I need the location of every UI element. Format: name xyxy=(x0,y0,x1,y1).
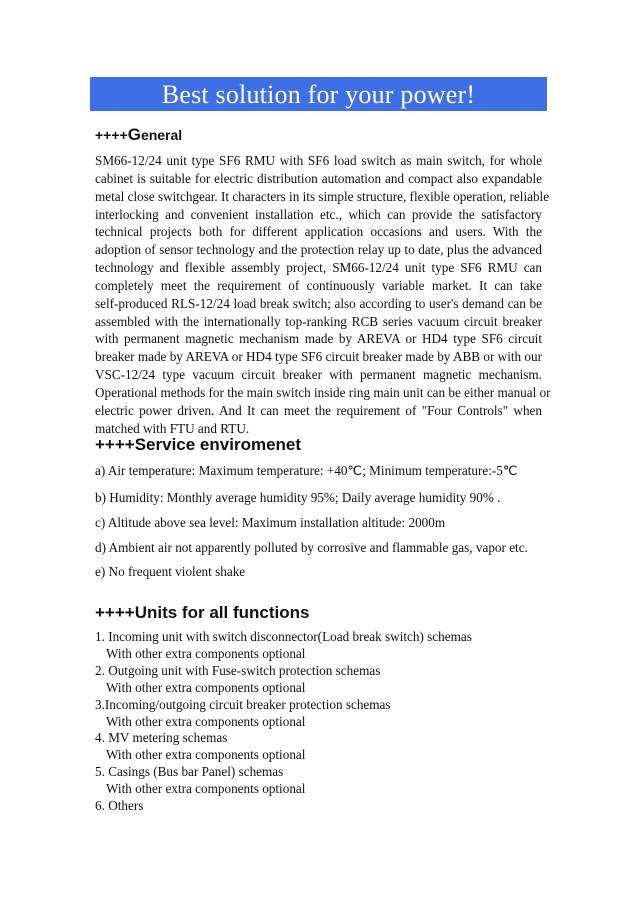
paragraph-line: matched with FTU and RTU. xyxy=(95,420,250,436)
paragraph-line: interlocking and convenient installation etc., which can provide the satisfactory xyxy=(95,206,542,222)
paragraph-line: technology and flexible assembly project, SM66-12/24 unit type SF6 RMU can xyxy=(95,260,542,276)
paragraph-line: breaker made by AREVA or HD4 type SF6 circuit breaker made by ABB or with our xyxy=(95,349,542,365)
banner-title: Best solution for your power! xyxy=(90,77,547,111)
list-item: 4. MV metering schemas xyxy=(95,730,228,746)
list-item-note: With other extra components optional xyxy=(106,781,306,797)
heading-initial: G xyxy=(127,125,141,144)
service-item-shake: e) No frequent violent shake xyxy=(95,564,246,579)
paragraph-line: Operational methods for the main switch inside ring main unit can be either manual or xyxy=(95,384,551,400)
list-item: 5. Casings (Bus bar Panel) schemas xyxy=(95,764,284,780)
paragraph-line: VSC-12/24 type vacuum circuit breaker with permanent magnetic mechanism. xyxy=(95,367,542,383)
section-heading-service: ++++Service enviromenet xyxy=(95,435,302,454)
paragraph-line: SM66-12/24 unit type SF6 RMU with SF6 load switch as main switch, for whole xyxy=(95,153,542,168)
service-item-altitude: c) Altitude above sea level: Maximum installation altitude: 2000m xyxy=(95,515,446,530)
section-heading-units: ++++Units for all functions xyxy=(95,603,310,622)
paragraph-line: adoption of sensor technology and the protection relay up to date, plus the advanced xyxy=(95,242,542,258)
paragraph-line: assembled with the internationally top-ranking RCB series vacuum circuit breaker xyxy=(95,313,542,329)
list-item-note: With other extra components optional xyxy=(106,645,306,661)
list-item-note: With other extra components optional xyxy=(106,747,306,763)
list-item-note: With other extra components optional xyxy=(106,713,306,729)
paragraph-line: electric power driven. And It can meet the requirement of "Four Controls" when xyxy=(95,402,542,418)
heading-rest: eneral xyxy=(140,127,183,143)
paragraph-line: self-produced RLS-12/24 load break switch; also according to user's demand can be xyxy=(95,295,542,311)
service-item-ambient-air: d) Ambient air not apparently polluted by corrosive and flammable gas, vapor etc. xyxy=(95,540,528,555)
paragraph-line: with permanent magnetic mechanism made by AREVA or HD4 type SF6 circuit xyxy=(95,331,542,347)
list-item: 1. Incoming unit with switch disconnector(Load break switch) schemas xyxy=(95,629,472,644)
list-item: 6. Others xyxy=(95,798,144,814)
units-list xyxy=(95,629,472,815)
service-item-humidity: b) Humidity: Monthly average humidity 95%; Daily average humidity 90% . xyxy=(95,490,501,505)
list-item: 2. Outgoing unit with Fuse-switch protection schemas xyxy=(95,662,381,678)
general-paragraph xyxy=(95,152,551,438)
service-item-air-temperature: a) Air temperature: Maximum temperature: +40℃; Minimum temperature:-5℃ xyxy=(95,463,518,478)
section-heading-general xyxy=(95,125,182,145)
paragraph-line: completely meet the requirement of continuously variable market. It can take xyxy=(95,277,542,293)
paragraph-line: metal close switchgear. It characters in its simple structure, flexible operation, reliable xyxy=(95,188,550,204)
paragraph-line: cabinet is suitable for electric distribution automation and compact also expandable xyxy=(95,170,542,186)
paragraph-line: technical projects both for different application occasions and users. With the xyxy=(95,224,542,240)
heading-prefix: ++++ xyxy=(95,127,128,143)
list-item-note: With other extra components optional xyxy=(106,679,306,695)
list-item: 3.Incoming/outgoing circuit breaker protection schemas xyxy=(95,696,391,712)
